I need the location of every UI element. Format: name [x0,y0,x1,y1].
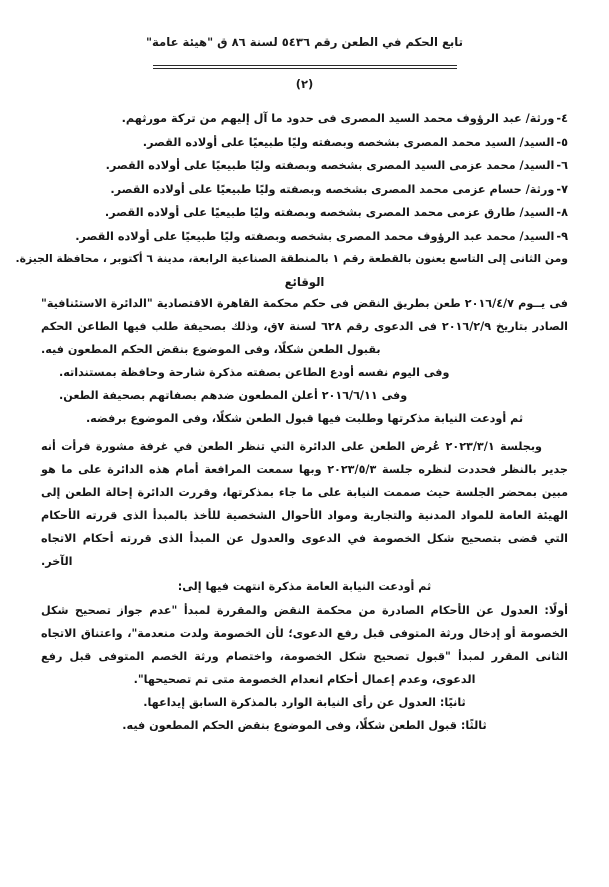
party-number: ٨- [556,206,568,220]
party-text: السيد/ طارق عزمى محمد المصرى بشخصه وبصفته وليًا طبيعيًا على أولاده القصر. [104,206,555,220]
document-header-line: تابع الحكم في الطعن رقم ٥٤٣٦ لسنة ٨٦ ق "هيئة عامة" [145,35,463,49]
facts-line-same-day: وفى اليوم نفسه أودع الطاعن بصفته مذكرة شارحة وحافظة بمستنداته. [59,365,450,379]
double-rule [153,65,457,69]
conclusion-text: العدول عن الأحكام الصادرة من محكمة النقض والمقررة لمبدأ "عدم جواز تصحيح شكل الخصومة أو إدخال ورثة المتوفى قبل رفع الدعوى؛ لأن الخصومة ولدت منعدمة"، واعتناق الاتجاه الثانى المقرر لمبدأ "قبول تصحيح شكل الخصومة، واختصام ورثة الخصم المتوفى قبل رفع الدعوى، وعدم إعمال أحكام انعدام الخصومة متى تم تصحيحها". [41,603,568,686]
section-heading-facts: الوقائع [284,274,325,289]
party-number: ٧- [556,182,568,196]
conclusion-text: العدول عن رأى النيابة الوارد بالمذكرة السابق إيداعها. [143,695,436,709]
conclusion-label: أولًا: [544,603,568,617]
list-item [41,107,568,130]
facts-line-prosecution: ثم أودعت النيابة مذكرتها وطلبت فيها قبول الطعن شكلًا، وفى الموضوع برفضه. [85,411,524,425]
conclusions-intro: ثم أودعت النيابة العامة مذكرة انتهت فيها إلى: [177,580,432,594]
header-divider [41,65,568,69]
party-number: ٥- [556,135,568,149]
list-item [41,178,568,201]
facts-paragraph-2: وبجلسة ٢٠٢٣/٣/١ عُرض الطعن على الدائرة التي تنظر الطعن في غرفة مشورة فرأت أنه جدير بالنظر فحددت لنظره جلسة ٢٠٢٣/٥/٣ وبها سمعت المرافعة أمام هذه الدائرة على ما هو مبين بمحضر الجلسة حيث صممت النيابة على ما جاء بمذكرتها، وقررت الدائرة إحالة الطعن إلى الهيئة العامة للمواد المدنية والتجارية ومواد الأحوال الشخصية للأخذ بالمبدأ الذى قررته الأحكام التي قضى بتصحيح شكل الخصومة في الدعوى والعدول عن المبدأ الذى قررته أحكام الاتجاه الآخر. [41,440,568,569]
party-number: ٩- [556,229,568,243]
party-text: ورثة/ حسام عزمى محمد المصرى بشخصه وبصفته وليًا طبيعيًا على أولاده القصر. [110,182,555,196]
conclusion-item-third [41,714,568,737]
parties-address-line: ومن الثانى إلى التاسع يعنون بالقطعة رقم ١ بالمنطقة الصناعية الرابعة، مدينة ٦ أكتوبر ، محافظة الجيزة. [15,252,568,266]
party-text: السيد/ السيد محمد المصرى بشخصه وبصفته وليًا طبيعيًا على أولاده القصر. [142,135,555,149]
facts-paragraph-1: فى يــوم ٢٠١٦/٤/٧ طعن بطريق النقض فى حكم محكمة القاهرة الاقتصادية "الدائرة الاستئنافية" الصادر بتاريخ ٢٠١٦/٢/٩ فى الدعوى رقم ٦٢٨ لسنة ٧ق، وذلك بصحيفة طلب فيها الطاعن الحكم بقبول الطعن شكلًا، وفى الموضوع بنقض الحكم المطعون فيه. [41,296,569,356]
conclusion-label: ثالثًا: [460,718,487,732]
page-number: (٢) [295,77,314,92]
party-list [41,107,568,248]
list-item [41,131,568,154]
list-item [41,225,568,248]
party-text: السيد/ محمد عبد الرؤوف محمد المصرى بشخصه وبصفته وليًا طبيعيًا على أولاده القصر. [75,229,555,243]
party-number: ٤- [556,112,568,126]
conclusion-item-first [41,599,568,691]
party-number: ٦- [556,159,568,173]
conclusion-text: قبول الطعن شكلًا، وفى الموضوع بنقض الحكم المطعون فيه. [122,718,457,732]
facts-line-notice: وفى ٢٠١٦/٦/١١ أعلن المطعون ضدهم بصفاتهم بصحيفة الطعن. [59,388,408,402]
list-item [41,154,568,177]
conclusion-label: ثانيًا: [439,695,466,709]
party-text: ورثة/ عبد الرؤوف محمد السيد المصرى فى حدود ما آل إليهم من تركة مورثهم. [121,112,555,126]
party-text: السيد/ محمد عزمى السيد المصرى بشخصه وبصفته وليًا طبيعيًا على أولاده القصر. [105,159,555,173]
conclusion-item-second [41,691,568,714]
list-item [41,201,568,224]
